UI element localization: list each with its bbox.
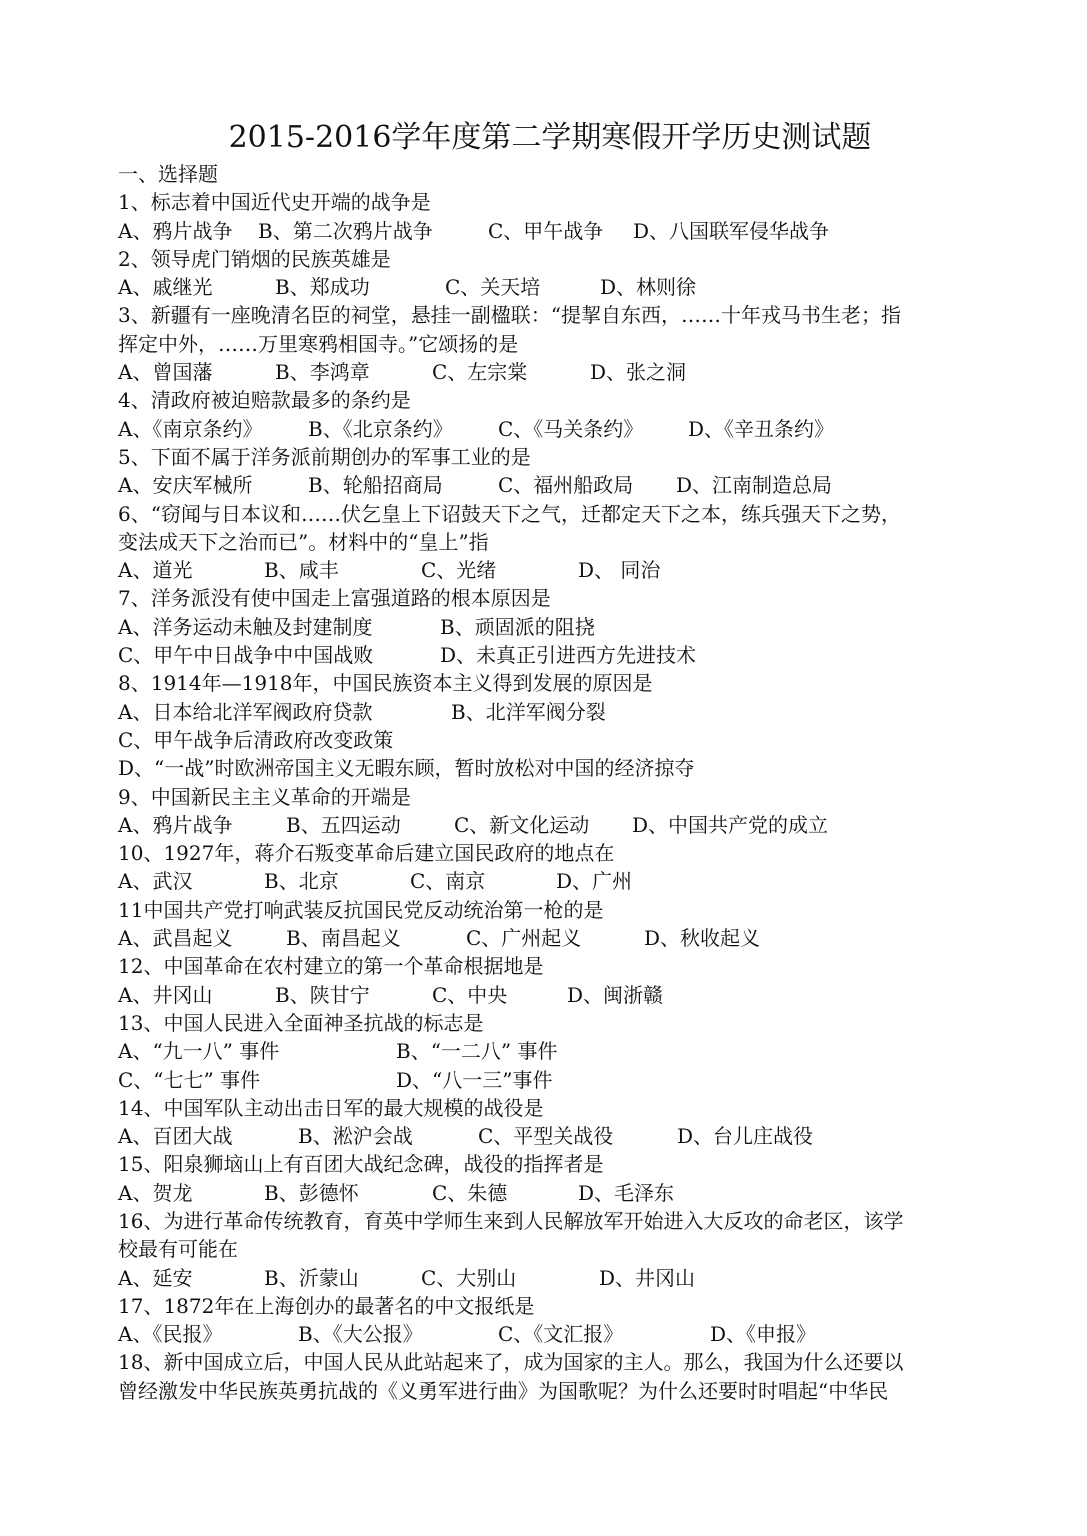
- section-heading: 一、选择题: [118, 162, 218, 186]
- option-c: C、光绪: [421, 558, 497, 583]
- question-14-stem: 14、中国军队主动出击日军的最大规模的战役是: [118, 1095, 544, 1120]
- question-16-options: [118, 1264, 970, 1292]
- question-9-stem: 9、中国新民主主义革命的开端是: [118, 784, 411, 809]
- option-b: B、第二次鸦片战争: [258, 218, 433, 243]
- option-a: A、戚继光: [118, 275, 213, 300]
- option-d: D、《申报》: [710, 1322, 817, 1347]
- question-10-options: [118, 867, 970, 895]
- option-d: D、林则徐: [600, 275, 697, 300]
- option-c: C、《马关条约》: [498, 416, 644, 441]
- option-c: C、甲午战争后清政府改变政策: [118, 727, 394, 752]
- option-a: A、武汉: [118, 869, 193, 894]
- option-c: C、中央: [432, 982, 508, 1007]
- question-17-options: [118, 1320, 970, 1348]
- option-d: D、闽浙赣: [567, 982, 664, 1007]
- option-a: A、安庆军械所: [118, 473, 253, 498]
- option-a: A、鸦片战争: [118, 812, 233, 837]
- option-b: B、咸丰: [264, 558, 339, 583]
- question-15-stem: 15、阳泉狮垴山上有百团大战纪念碑，战役的指挥者是: [118, 1152, 604, 1177]
- question-18-stem-cont: 曾经激发中华民族英勇抗战的《义勇军进行曲》为国歌呢？为什么还要时时唱起“中华民: [118, 1378, 889, 1403]
- option-d: D、井冈山: [599, 1265, 696, 1290]
- option-d: D、“一战”时欧洲帝国主义无暇东顾，暂时放松对中国的经济掠夺: [118, 756, 695, 781]
- option-a: A、曾国藩: [118, 360, 213, 385]
- option-b: B、北京: [264, 869, 339, 894]
- option-b: B、北洋军阀分裂: [451, 699, 606, 724]
- question-1-stem: 1、标志着中国近代史开端的战争是: [118, 190, 431, 215]
- option-d: D、张之洞: [590, 360, 687, 385]
- question-2-options: [118, 273, 970, 301]
- option-a: A、贺龙: [118, 1180, 193, 1205]
- option-c: C、左宗棠: [432, 360, 528, 385]
- question-7-options-2: [118, 641, 970, 669]
- question-8-options-1: [118, 698, 970, 726]
- option-b: B、轮船招商局: [308, 473, 443, 498]
- option-b: B、“一二八” 事件: [396, 1039, 558, 1064]
- option-d: D、未真正引进西方先进技术: [440, 643, 697, 668]
- question-5-stem: 5、下面不属于洋务派前期创办的军事工业的是: [118, 444, 531, 469]
- option-b: B、《大公报》: [298, 1322, 423, 1347]
- question-6-options: [118, 556, 970, 584]
- option-a: A、道光: [118, 558, 193, 583]
- option-a: A、洋务运动未触及封建制度: [118, 614, 373, 639]
- option-d: D、八国联军侵华战争: [633, 218, 830, 243]
- question-7-stem: 7、洋务派没有使中国走上富强道路的根本原因是: [118, 586, 551, 611]
- option-c: C、甲午战争: [488, 218, 604, 243]
- question-11-options: [118, 924, 970, 952]
- question-3-stem-cont: 挥定中外，……万里寒鸦相国寺。”它颂扬的是: [118, 331, 519, 356]
- option-d: D、“八一三”事件: [396, 1067, 553, 1092]
- option-a: A、延安: [118, 1265, 193, 1290]
- question-16-stem: 16、为进行革命传统教育，育英中学师生来到人民解放军开始进入大反攻的命老区，该学: [118, 1208, 904, 1233]
- question-6-stem: 6、“窃闻与日本议和……伏乞皇上下诏鼓天下之气，迁都定天下之本，练兵强天下之势，: [118, 501, 901, 526]
- question-18-stem: 18、新中国成立后，中国人民从此站起来了，成为国家的主人。那么，我国为什么还要以: [118, 1350, 904, 1375]
- option-b: B、南昌起义: [286, 926, 401, 951]
- option-d: D、中国共产党的成立: [632, 812, 829, 837]
- question-4-options: [118, 415, 970, 443]
- option-b: B、淞沪会战: [298, 1124, 413, 1149]
- option-a: A、“九一八” 事件: [118, 1039, 280, 1064]
- option-b: B、彭德怀: [264, 1180, 359, 1205]
- question-4-stem: 4、清政府被迫赔款最多的条约是: [118, 388, 411, 413]
- option-c: C、广州起义: [466, 926, 582, 951]
- option-d: D、广州: [556, 869, 633, 894]
- option-d: D、台儿庄战役: [677, 1124, 814, 1149]
- option-c: C、《文汇报》: [498, 1322, 624, 1347]
- option-d: D、《辛丑条约》: [688, 416, 835, 441]
- option-b: B、陕甘宁: [275, 982, 370, 1007]
- option-d: D、秋收起义: [644, 926, 761, 951]
- page-title: 2015-2016学年度第二学期寒假开学历史测试题: [228, 120, 872, 155]
- exam-page: [118, 116, 970, 1405]
- question-5-options: [118, 471, 970, 499]
- option-b: B、李鸿章: [275, 360, 370, 385]
- option-a: A、《民报》: [118, 1322, 223, 1347]
- question-13-options-1: [118, 1037, 970, 1065]
- option-c: C、朱德: [432, 1180, 508, 1205]
- option-a: A、鸦片战争: [118, 218, 233, 243]
- option-c: C、关天培: [445, 275, 541, 300]
- question-13-options-2: [118, 1066, 970, 1094]
- option-c: C、“七七” 事件: [118, 1067, 261, 1092]
- option-a: A、日本给北洋军阀政府贷款: [118, 699, 373, 724]
- option-b: B、郑成功: [275, 275, 370, 300]
- question-7-options-1: [118, 613, 970, 641]
- question-3-options: [118, 358, 970, 386]
- question-6-stem-cont: 变法成天下之治而已”。材料中的“皇上”指: [118, 529, 489, 554]
- option-c: C、甲午中日战争中中国战败: [118, 643, 374, 668]
- question-3-stem: 3、新疆有一座晚清名臣的祠堂，悬挂一副楹联：“提挈自东西，……十年戎马书生老；指: [118, 303, 901, 328]
- option-d: D、毛泽东: [578, 1180, 675, 1205]
- question-10-stem: 10、1927年，蒋介石叛变革命后建立国民政府的地点在: [118, 841, 615, 866]
- option-c: C、福州船政局: [498, 473, 634, 498]
- option-c: C、平型关战役: [478, 1124, 614, 1149]
- question-2-stem: 2、领导虎门销烟的民族英雄是: [118, 246, 391, 271]
- question-1-options: [118, 217, 970, 245]
- option-c: C、新文化运动: [454, 812, 590, 837]
- question-17-stem: 17、1872年在上海创办的最著名的中文报纸是: [118, 1293, 535, 1318]
- option-c: C、南京: [410, 869, 486, 894]
- option-c: C、大别山: [421, 1265, 517, 1290]
- question-16-stem-cont: 校最有可能在: [118, 1237, 238, 1262]
- option-a: A、百团大战: [118, 1124, 233, 1149]
- option-b: B、《北京条约》: [308, 416, 453, 441]
- question-9-options: [118, 811, 970, 839]
- option-a: A、武昌起义: [118, 926, 233, 951]
- question-12-stem: 12、中国革命在农村建立的第一个革命根据地是: [118, 954, 544, 979]
- option-b: B、五四运动: [286, 812, 401, 837]
- option-a: A、井冈山: [118, 982, 213, 1007]
- option-b: B、沂蒙山: [264, 1265, 359, 1290]
- option-d: D、江南制造总局: [676, 473, 833, 498]
- option-d: D、 同治: [578, 558, 661, 583]
- option-a: A、《南京条约》: [118, 416, 263, 441]
- question-14-options: [118, 1122, 970, 1150]
- question-11-stem: 11中国共产党打响武装反抗国民党反动统治第一枪的是: [118, 897, 604, 922]
- question-12-options: [118, 981, 970, 1009]
- question-15-options: [118, 1179, 970, 1207]
- question-8-stem: 8、1914年—1918年，中国民族资本主义得到发展的原因是: [118, 671, 653, 696]
- option-b: B、顽固派的阻挠: [440, 614, 595, 639]
- question-13-stem: 13、中国人民进入全面神圣抗战的标志是: [118, 1010, 484, 1035]
